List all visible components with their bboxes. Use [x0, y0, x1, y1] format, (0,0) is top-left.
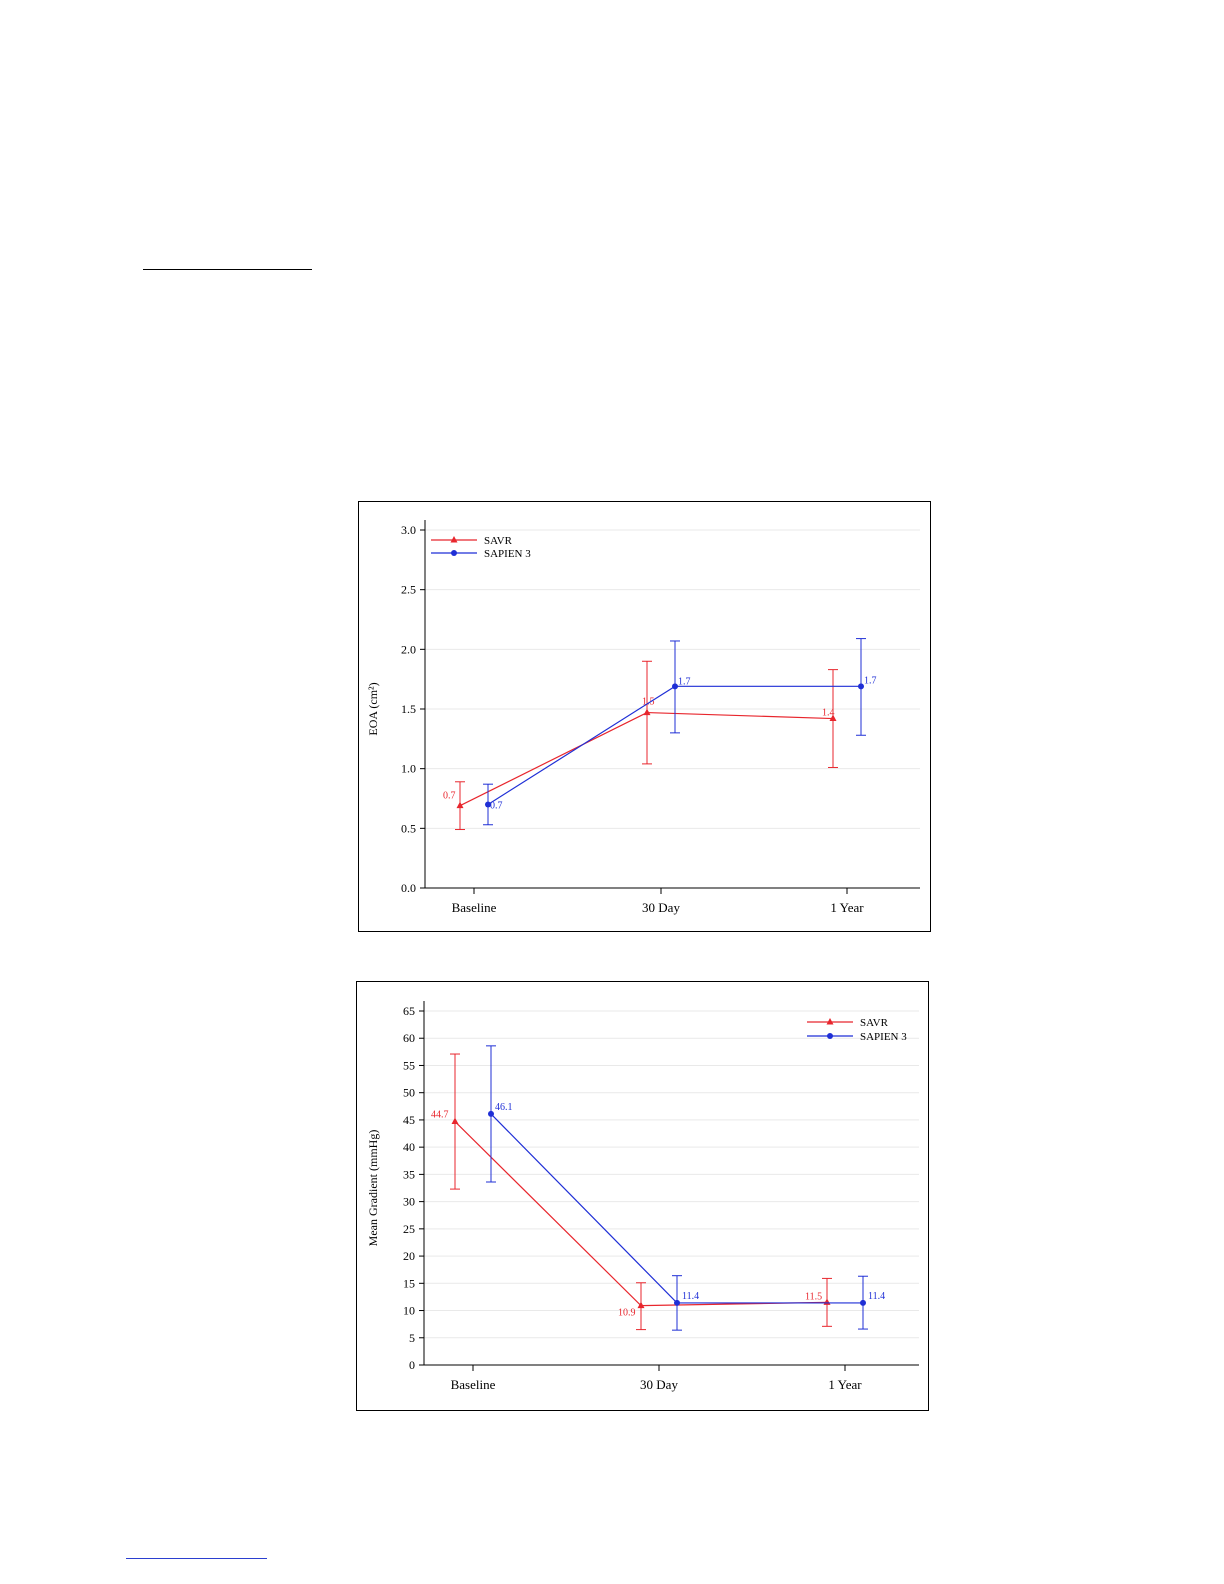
data-label: 44.7	[431, 1109, 449, 1121]
legend-label: SAVR	[860, 1017, 888, 1029]
y-axis-title: Mean Gradient (mmHg)	[366, 1129, 380, 1247]
data-label: 1.5	[642, 696, 655, 708]
mean-gradient-chart-svg	[357, 982, 930, 1412]
data-point-circle	[674, 1300, 680, 1306]
y-tick-label: 55	[403, 1058, 415, 1073]
data-label: 1.7	[678, 676, 691, 688]
y-tick-label: 40	[403, 1140, 415, 1155]
legend-marker-circle	[451, 550, 457, 556]
x-tick-label: Baseline	[451, 900, 497, 915]
y-tick-label: 25	[403, 1221, 415, 1236]
data-label: 1.7	[864, 675, 877, 687]
data-label: 11.4	[868, 1290, 886, 1302]
data-label: 11.5	[805, 1291, 823, 1303]
header-rule	[143, 269, 312, 270]
eoa-chart-svg	[359, 502, 932, 933]
y-tick-label: 3.0	[401, 523, 416, 537]
data-point-circle	[488, 1111, 494, 1117]
y-tick-label: 65	[403, 1004, 415, 1018]
mean-gradient-chart	[356, 981, 929, 1411]
data-point-triangle	[452, 1118, 459, 1125]
y-axis-title: EOA (cm²)	[366, 682, 380, 736]
y-tick-label: 0	[409, 1358, 415, 1372]
y-tick-label: 60	[403, 1031, 415, 1046]
legend-marker-triangle	[827, 1018, 834, 1025]
y-tick-label: 0.0	[401, 881, 416, 895]
eoa-chart	[358, 501, 931, 932]
data-point-triangle	[824, 1298, 831, 1305]
y-tick-label: 15	[403, 1276, 415, 1291]
legend-marker-triangle	[451, 536, 458, 543]
legend-label: SAVR	[484, 535, 512, 547]
x-tick-label: 30 Day	[642, 900, 680, 915]
data-label: 1.4	[822, 707, 835, 719]
y-tick-label: 35	[403, 1167, 415, 1182]
y-tick-label: 0.5	[401, 821, 416, 836]
legend-label: SAPIEN 3	[860, 1031, 907, 1043]
y-tick-label: 30	[403, 1194, 415, 1209]
x-tick-label: Baseline	[450, 1377, 496, 1392]
y-tick-label: 50	[403, 1085, 415, 1100]
x-tick-label: 1 Year	[830, 900, 864, 915]
data-label: 11.4	[682, 1290, 700, 1302]
series-line-1	[491, 1114, 863, 1303]
legend-marker-circle	[827, 1033, 833, 1039]
y-tick-label: 2.5	[401, 582, 416, 597]
data-label: 0.7	[443, 790, 456, 802]
y-tick-label: 5	[409, 1330, 415, 1345]
footnote-rule	[126, 1558, 267, 1559]
data-label: 46.1	[495, 1101, 513, 1113]
x-tick-label: 1 Year	[828, 1377, 862, 1392]
series-line-0	[455, 1122, 827, 1306]
data-label: 10.9	[618, 1307, 636, 1319]
y-tick-label: 1.5	[401, 702, 416, 716]
data-point-triangle	[644, 709, 651, 716]
data-point-circle	[860, 1300, 866, 1306]
y-tick-label: 45	[403, 1112, 415, 1127]
y-tick-label: 1.0	[401, 761, 416, 776]
y-tick-label: 2.0	[401, 642, 416, 657]
x-tick-label: 30 Day	[640, 1377, 678, 1392]
data-label: 0.7	[490, 800, 503, 812]
y-tick-label: 10	[403, 1303, 415, 1318]
legend-label: SAPIEN 3	[484, 548, 531, 560]
y-tick-label: 20	[403, 1249, 415, 1264]
